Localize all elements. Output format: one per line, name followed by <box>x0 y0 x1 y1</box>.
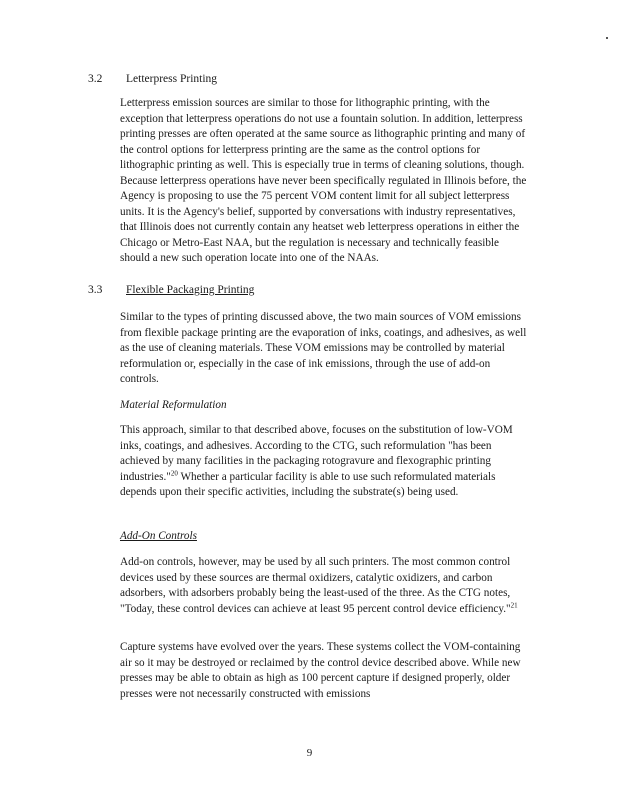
footnote-marker: 20 <box>170 468 178 477</box>
section-number: 3.2 <box>88 73 103 85</box>
subsection-title-add-on-controls: Add-On Controls <box>120 530 197 542</box>
text-before-footnote: This approach, similar to that described above, focuses on the substitution of low-VOM inks, coatings, and adhesives. According to the CTG, such reformulation "has been achieved by many facilities in the packaging rotogravure and flexographic printing industries." <box>120 424 513 483</box>
page-number: 9 <box>306 747 313 759</box>
paragraph-text: Similar to the types of printing discussed above, the two main sources of VOM emissions from flexible package printing are the evaporation of inks, coatings, and adhesives, as well as the use of cleaning materials. These VOM emissions may be controlled by material reformulation or, especially in the case of ink emissions, through the use of add-on controls. <box>120 311 527 385</box>
scan-speck <box>606 37 608 39</box>
paragraph-text: Letterpress emission sources are similar to those for lithographic printing, with the exception that letterpress operations do not use a fountain solution. In addition, letterpress printing presses are often operated at the same source as lithographic printing and many of the control options for letterpress printing are the same as the control options for lithographic printing as well. This is especially true in terms of cleaning solutions, though. Because letterpress operations have never been specifically regulated in Illinois before, the Agency is proposing to use the 75 percent VOM content limit for all subject letterpress units. It is the Agency's belief, supported by conversations with industry representatives, that Illinois does not currently contain any heatset web letterpress operations in either the Chicago or Metro-East NAA, but the regulation is necessary and technically feasible should a new such operation locate into one of the NAAs. <box>120 97 527 264</box>
text-after-footnote: Whether a particular facility is able to use such reformulated materials depends upon their specific activities, including the substrate(s) being used. <box>120 470 496 498</box>
letterpress-paragraph <box>120 96 530 267</box>
material-reformulation-paragraph <box>120 423 530 501</box>
section-heading-3-3 <box>88 283 254 297</box>
capture-systems-paragraph <box>120 640 530 702</box>
text-before-footnote: Add-on controls, however, may be used by all such printers. The most common control devices used by these sources are thermal oxidizers, catalytic oxidizers, and carbon adsorbers, with adsorbers probably being the least-used of the three. As the CTG notes, "Today, these control devices can achieve at least 95 percent control device efficiency." <box>120 556 511 615</box>
section-heading-3-2 <box>88 72 217 86</box>
section-title: Letterpress Printing <box>126 73 218 85</box>
section-number: 3.3 <box>88 284 103 296</box>
paragraph-text <box>120 423 530 501</box>
footnote-marker: 21 <box>510 600 518 609</box>
section-title: Flexible Packaging Printing <box>126 284 255 296</box>
paragraph-text <box>120 555 530 617</box>
paragraph-text: Capture systems have evolved over the years. These systems collect the VOM-containing air so it may be destroyed or reclaimed by the control device described above. While new presses may be able to obtain as high as 100 percent capture if designed properly, older presses were not necessarily constructed with emissions <box>120 641 521 700</box>
add-on-controls-paragraph <box>120 555 530 617</box>
flexible-packaging-intro <box>120 310 530 388</box>
subsection-title-material-reformulation: Material Reformulation <box>120 399 227 411</box>
